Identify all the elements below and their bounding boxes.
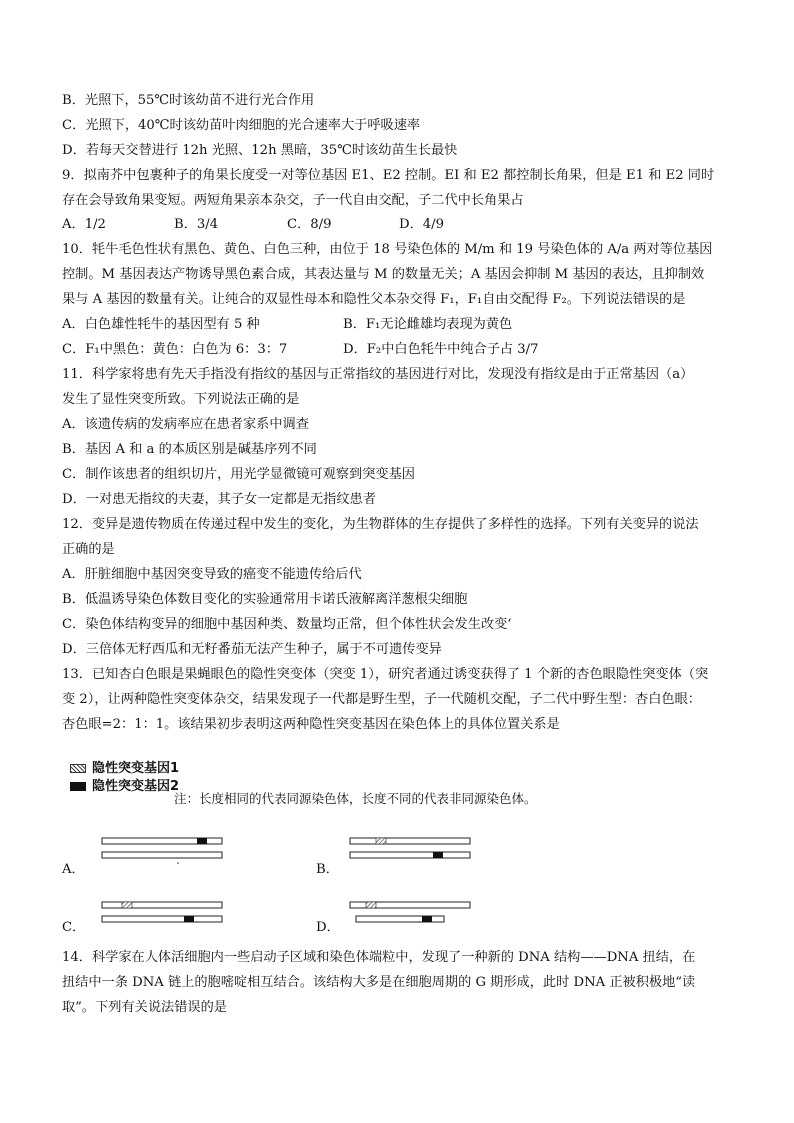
q9-option-d: D．4/9 <box>399 217 444 232</box>
legend-label-1: 隐性突变基因1 <box>92 761 180 776</box>
q12-stem-line1: 12．变异是遗传物质在传递过程中发生的变化，为生物群体的生存提供了多样性的选择。下列有关变异的说法 <box>62 517 699 532</box>
q12-option-b: B．低温诱导染色体数目变化的实验通常用卡诺氏液解离洋葱根尖细胞 <box>62 592 468 607</box>
chromosome-a-bottom <box>102 852 222 858</box>
q12-option-c: C．染色体结构变异的细胞中基因种类、数量均正常，但个体性状会发生改变‘ <box>62 617 512 632</box>
q8-option-d: D．若每天交替进行 12h 光照、12h 黑暗，35℃时该幼苗生长最快 <box>62 143 458 158</box>
q12-option-d: D．三倍体无籽西瓜和无籽番茄无法产生种子，属于不可遗传变异 <box>62 642 442 657</box>
solid-swatch-icon <box>70 782 86 791</box>
q14-stem-line1: 14．科学家在人体活细胞内一些启动子区域和染色体端粒中，发现了一种新的 DNA 结构——DNA 扭结，在 <box>62 950 696 965</box>
gene2-mark-d <box>422 916 432 922</box>
q9-option-c: C．8/9 <box>287 217 332 232</box>
q8-option-c: C．光照下，40℃时该幼苗叶肉细胞的光合速率大于呼吸速率 <box>62 118 421 133</box>
figure-label-a: A． <box>62 862 85 877</box>
gene1-mark-d <box>366 902 376 908</box>
q10-option-a: A．白色雄性牦牛的基因型有 5 种 <box>62 317 260 332</box>
figure-label-d: D． <box>316 920 340 935</box>
q10-stem-line3: 果与 A 基因的数量有关。让纯合的双显性母本和隐性父本杂交得 F₁，F₁自由交配得 F₂。下列说法错误的是 <box>62 292 686 307</box>
chromosome-diagram-b <box>348 832 478 864</box>
figure-legend <box>70 760 179 796</box>
legend-label-2: 隐性突变基因2 <box>92 779 180 794</box>
q10-stem-line2: 控制。M 基因表达产物诱导黑色素合成，其表达量与 M 的数量无关；A 基因会抑制 M 基因的表达，且抑制效 <box>62 267 705 282</box>
q9-option-b: B．3/4 <box>174 217 219 232</box>
chromosome-c-bottom <box>102 916 222 922</box>
chromosome-diagram-d <box>348 896 478 928</box>
chromosome-c-top <box>102 902 222 908</box>
q11-option-d: D．一对患无指纹的夫妻，其子女一定都是无指纹患者 <box>62 492 376 507</box>
q9-stem-line1: 9．拟南芥中包裹种子的角果长度受一对等位基因 E1、E2 控制。EI 和 E2 都控制长角果，但是 E1 和 E2 同时 <box>62 168 715 183</box>
legend-item-2 <box>70 778 179 796</box>
q12-stem-line2: 正确的是 <box>62 542 115 557</box>
q11-stem-line1: 11．科学家将患有先天手指没有指纹的基因与正常指纹的基因进行对比，发现没有指纹是由于正常基因（a） <box>62 367 694 382</box>
chromosome-diagram-c <box>100 896 230 928</box>
q11-option-b: B．基因 A 和 a 的本质区别是碱基序列不同 <box>62 442 317 457</box>
q11-option-c: C．制作该患者的组织切片，用光学显微镜可观察到突变基因 <box>62 467 415 482</box>
q9-stem-line2: 存在会导致角果变短。两短角果亲本杂交，子一代自由交配，子二代中长角果占 <box>62 193 524 208</box>
gene2-mark-b <box>433 852 443 858</box>
figure-note: 注：长度相同的代表同源染色体，长度不同的代表非同源染色体。 <box>174 791 537 806</box>
gene2-mark-a <box>197 838 207 844</box>
hatched-swatch-icon <box>70 764 86 773</box>
q9-option-a: A．1/2 <box>62 217 106 232</box>
q10-stem-line1: 10．牦牛毛色性状有黑色、黄色、白色三种，由位于 18 号染色体的 M/m 和 19 号染色体的 A/a 两对等位基因 <box>62 242 713 257</box>
q11-stem-line2: 发生了显性突变所致。下列说法正确的是 <box>62 392 300 407</box>
q14-stem-line2: 扭结中一条 DNA 链上的胞嘧啶相互结合。该结构大多是在细胞周期的 G 期形成，此时 DNA 正被积极地“读 <box>62 975 696 990</box>
gene2-mark-c <box>184 916 194 922</box>
q10-option-c: C．F₁中黑色：黄色：白色为 6：3：7 <box>62 342 288 357</box>
figure-label-c: C． <box>62 920 86 935</box>
q13-stem-line3: 杏色眼=2：1：1。该结果初步表明这两种隐性突变基因在染色体上的具体位置关系是 <box>62 717 560 732</box>
chromosome-diagram-a <box>100 832 230 864</box>
q10-option-b: B．F₁无论雌雄均表现为黄色 <box>343 317 513 332</box>
q12-option-a: A．肝脏细胞中基因突变导致的癌变不能遗传给后代 <box>62 567 362 582</box>
figure-label-b: B． <box>316 862 339 877</box>
q13-stem-line1: 13．已知杏白色眼是果蝇眼色的隐性突变体（突变 1），研究者通过诱变获得了 1 个新的杏色眼隐性突变体（突 <box>62 667 709 682</box>
chromosome-b-bottom <box>350 852 470 858</box>
chromosome-b-top <box>350 838 470 844</box>
gene1-mark-c <box>122 902 132 908</box>
q11-option-a: A．该遗传病的发病率应在患者家系中调查 <box>62 417 309 432</box>
q8-option-b: B．光照下，55℃时该幼苗不进行光合作用 <box>62 93 315 108</box>
q14-stem-line3: 取”。下列有关说法错误的是 <box>62 1000 227 1015</box>
gene1-mark-b <box>376 838 386 844</box>
q13-stem-line2: 变 2），让两种隐性突变体杂交，结果发现子一代都是野生型，子一代随机交配，子二代中野生型：杏白色眼： <box>62 692 701 707</box>
legend-item-1 <box>70 760 179 778</box>
q10-option-d: D．F₂中白色牦牛中纯合子占 3/7 <box>343 342 539 357</box>
